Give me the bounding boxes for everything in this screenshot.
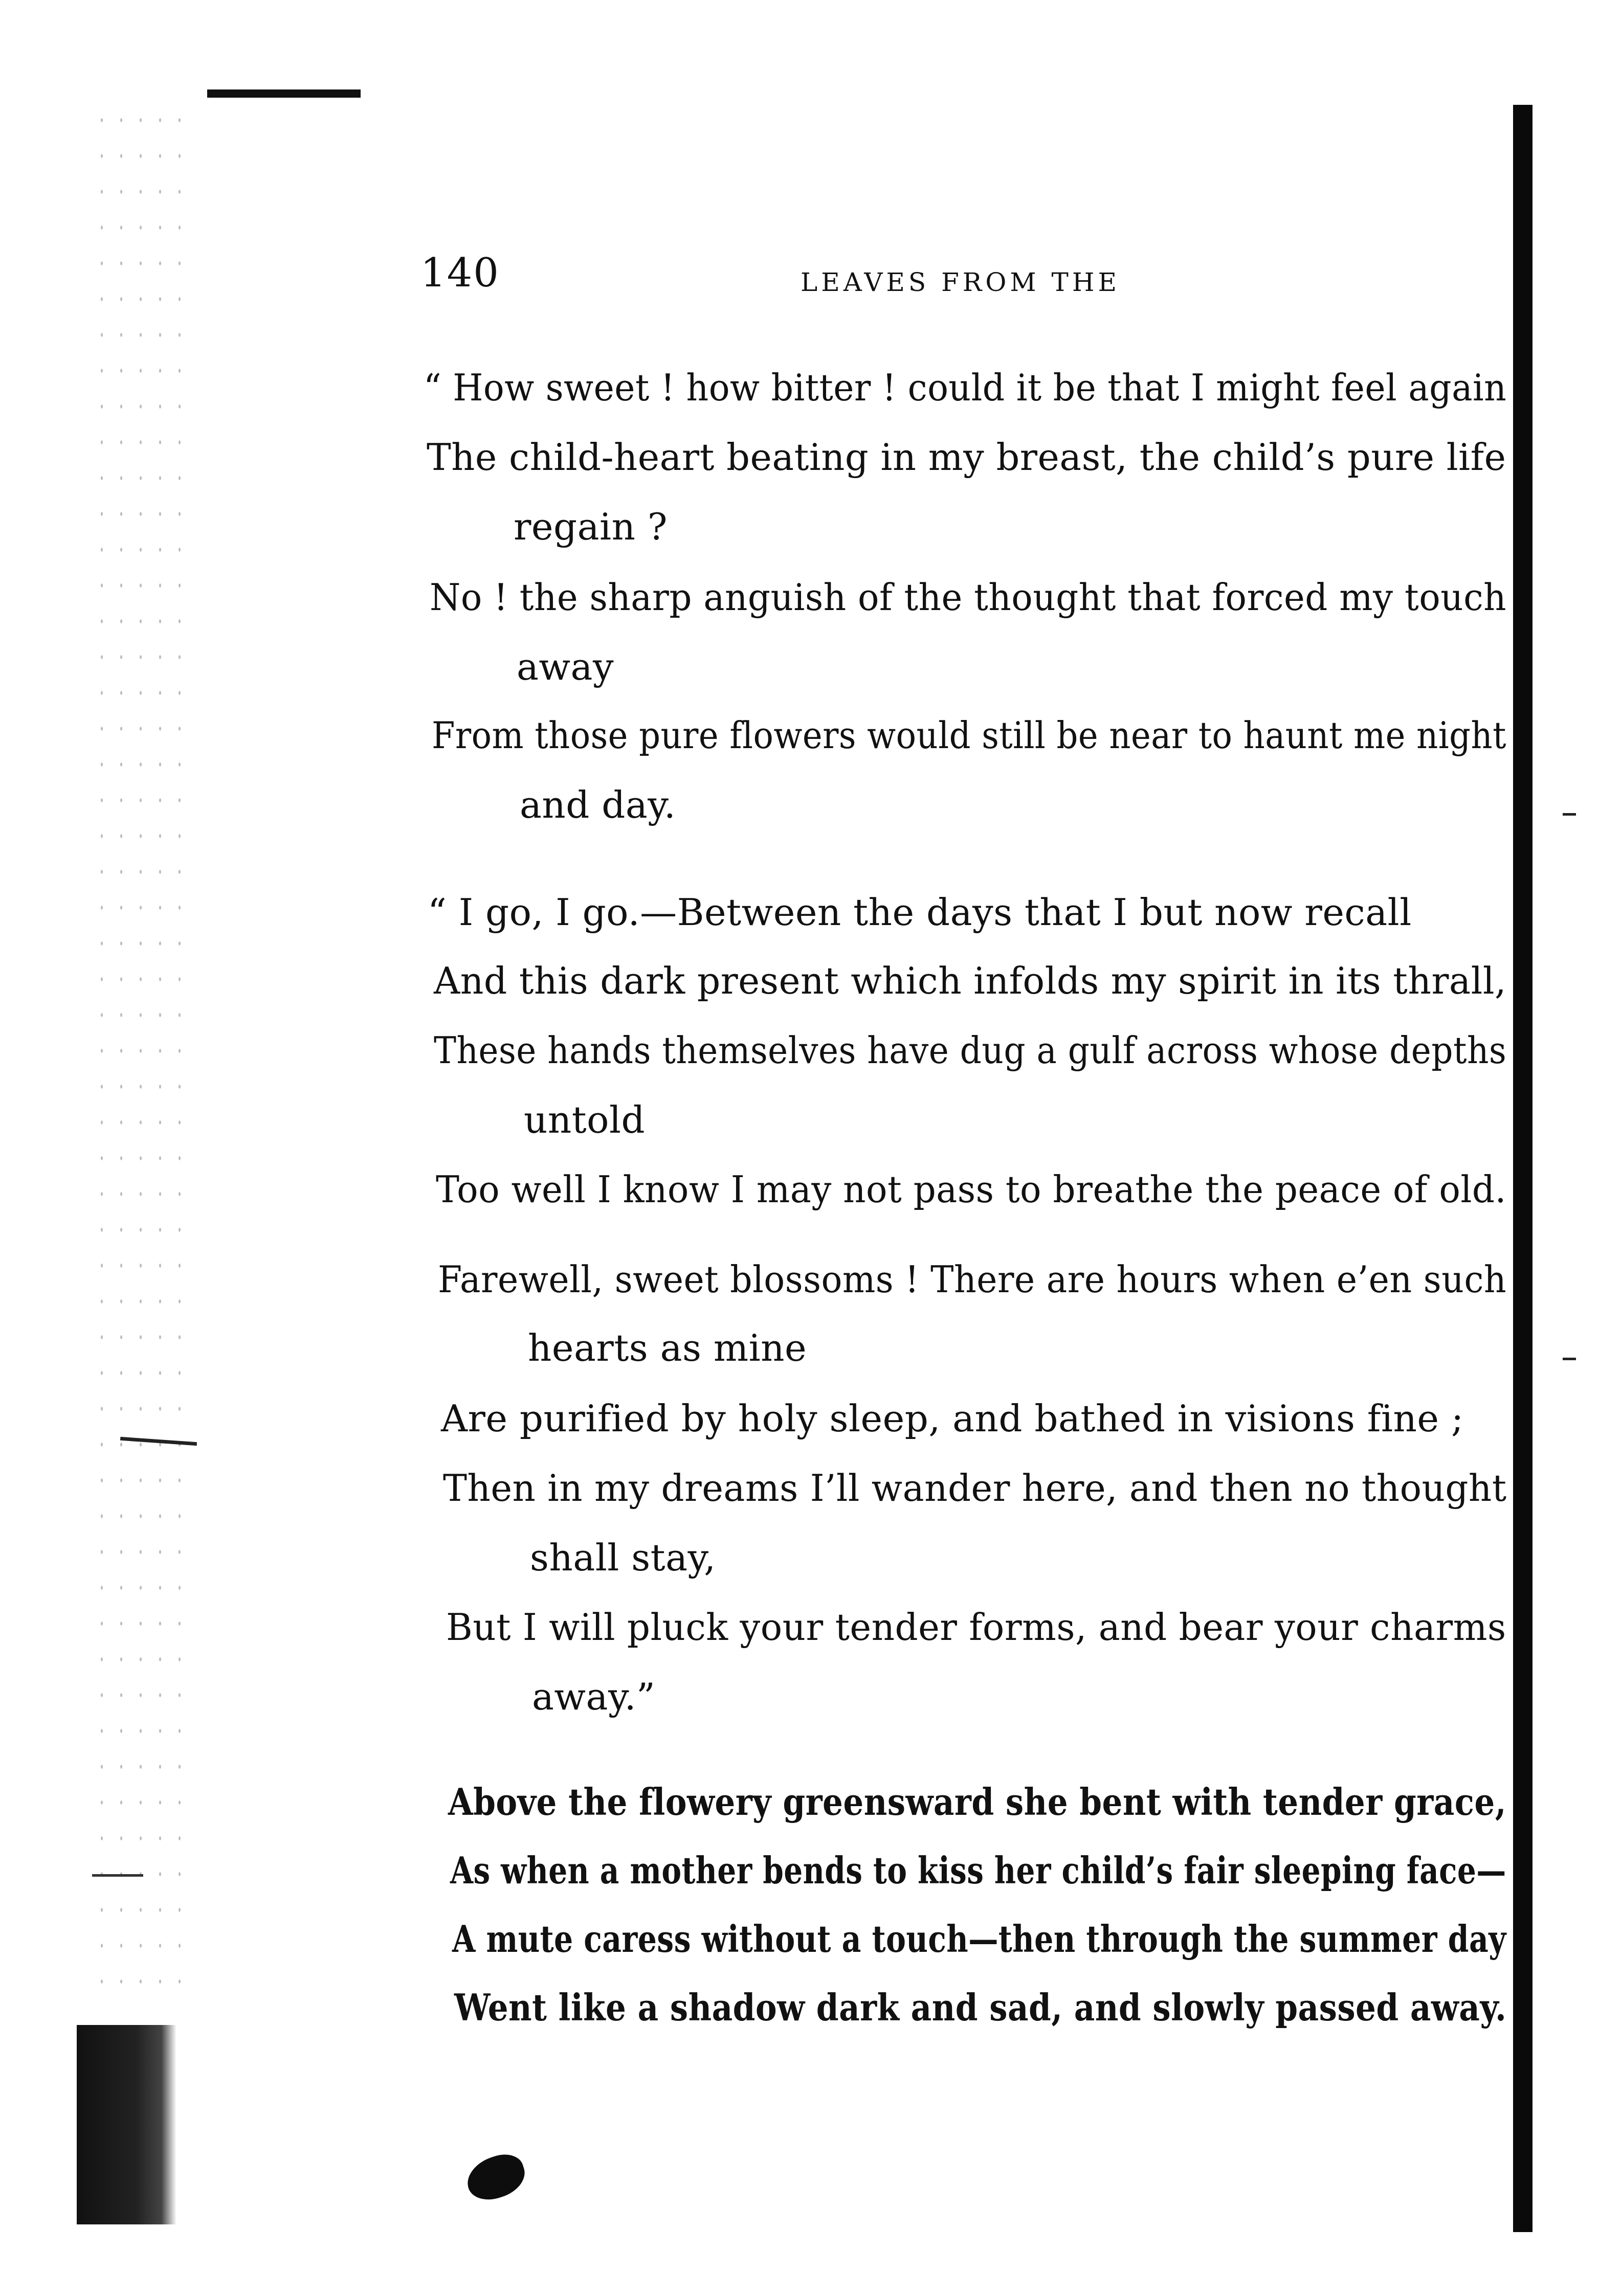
poem-line: Are purified by holy sleep, and bathed in visions fine ; bbox=[441, 1397, 1464, 1440]
poem-line: Farewell, sweet blossoms ! There are hours when e’en such bbox=[438, 1258, 1507, 1301]
page-number: 140 bbox=[420, 250, 500, 296]
scan-edge-shadow bbox=[77, 2025, 176, 2224]
poem-line: and day. bbox=[520, 783, 676, 826]
poem-line: untold bbox=[524, 1098, 646, 1141]
running-head: LEAVES FROM THE bbox=[801, 267, 1120, 297]
poem-line: From those pure flowers would still be near to haunt me night bbox=[432, 714, 1506, 757]
poem-line: regain ? bbox=[514, 505, 668, 548]
poem-line: Above the flowery greensward she bent with tender grace, bbox=[448, 1780, 1506, 1824]
poem-line: shall stay, bbox=[530, 1536, 716, 1579]
scan-mark bbox=[1563, 813, 1576, 829]
scan-speckle bbox=[92, 102, 194, 1994]
poem-line: “ I go, I go.—Between the days that I but now recall bbox=[428, 891, 1412, 934]
ink-blot bbox=[461, 2149, 530, 2206]
top-rule bbox=[207, 89, 361, 98]
poem-line: The child-heart beating in my breast, the child’s pure life bbox=[427, 436, 1506, 479]
poem-line: But I will pluck your tender forms, and bear your charms bbox=[446, 1606, 1506, 1649]
poem-line: away bbox=[517, 645, 614, 688]
poem-line: “ How sweet ! how bitter ! could it be that I might feel again bbox=[424, 366, 1507, 409]
poem-line: Then in my dreams I’ll wander here, and then no thought bbox=[443, 1467, 1507, 1510]
poem-line: No ! the sharp anguish of the thought that forced my touch bbox=[430, 576, 1507, 619]
poem-line: hearts as mine bbox=[528, 1326, 807, 1369]
scan-mark bbox=[92, 1874, 143, 1877]
poem-line: These hands themselves have dug a gulf across whose depths bbox=[434, 1029, 1507, 1072]
poem-line: A mute caress without a touch—then through the summer day bbox=[452, 1917, 1506, 1961]
scan-edge-bar bbox=[1513, 105, 1533, 2232]
poem-line: away.” bbox=[532, 1675, 656, 1718]
poem-line: Went like a shadow dark and sad, and slowly passed away. bbox=[454, 1986, 1507, 2029]
poem-line: And this dark present which infolds my spirit in its thrall, bbox=[434, 959, 1507, 1002]
scan-mark bbox=[1563, 1358, 1576, 1374]
poem-line: As when a mother bends to kiss her child’s fair sleeping face— bbox=[450, 1849, 1506, 1892]
poem-line: Too well I know I may not pass to breathe the peace of old. bbox=[436, 1168, 1506, 1211]
